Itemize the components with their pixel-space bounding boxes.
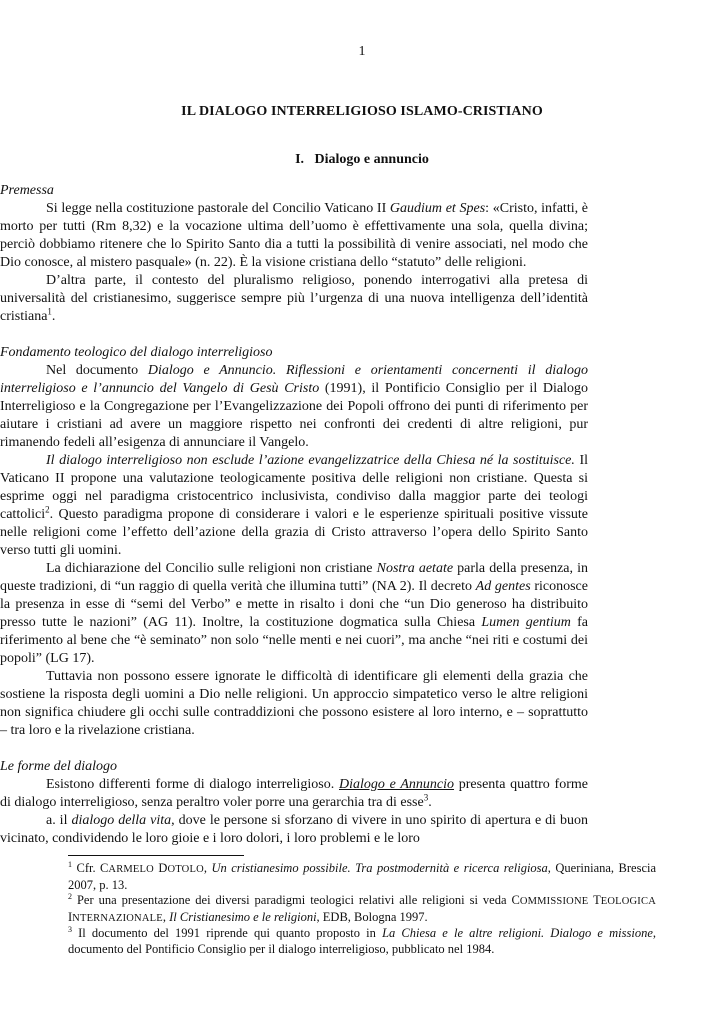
fondamento-paragraph-2: Il dialogo interreligioso non esclude l’azione evangelizzatrice della Chiesa né la sostituisce. Il Vaticano II propone una valutazione teologicamente positiva delle religioni non cristiane. Questa si esprime oggi nel paradigma cristocentrico inclusivista, condiviso dalla maggior parte dei teologi cattolici$^2$. Questo paradigma propone di considerare i valori e le esperienze spirituali positive vissute nelle religioni come l’effetto dell’azione della grazia di Cristo attraverso l’opera dello Spirito Santo verso tutti gli uomini.: [0, 453, 589, 558]
document-title: IL DIALOGO INTERRELIGIOSO ISLAMO-CRISTIANO: [181, 104, 543, 119]
footnote-2: $^2$ Per una presentazione dei diversi paradigmi teologici relativi alle religioni si veda COMMISSIONE TEOLOGICA INTERNAZIONALE, Il Cristianesimo e le religioni, EDB, Bologna 1997.: [68, 891, 656, 924]
footnote-3: $^3$ Il documento del 1991 riprende qui quanto proposto in La Chiesa e le altre religioni. Dialogo e missione, documento del Pontificio Consiglio per il dialogo interreligioso, pubblicato nel 1984.: [68, 924, 657, 956]
premessa-paragraph-2: D’altra parte, il contesto del pluralismo religioso, ponendo interrogativi alla pretesa di universalità del cristianesimo, suggerisce sempre più l’urgenza di una nuova intelligenza dell’identità cristiana$^1$.: [0, 273, 588, 324]
fondamento-paragraph-3: La dichiarazione del Concilio sulle religioni non cristiane Nostra aetate parla della presenza, in queste tradizioni, di “un raggio di quella verità che illumina tutti” (NA 2). Il decreto Ad gentes riconosce la presenza in esse di “semi del Verbo” e mette in risalto i doni che “un Dio generoso ha distribuito presso tutte le nazioni” (AG 11). Inoltre, la costituzione dogmatica sulla Chiesa Lumen gentium fa riferimento al bene che “è seminato” non solo “nelle menti e nei cuori”, ma anche “nei riti e costumi dei popoli” (LG 17).: [0, 561, 588, 666]
footnote-ref-1[interactable]: 1: [47, 306, 52, 317]
forme-paragraph-1: Esistono differenti forme di dialogo interreligioso. Dialogo e Annuncio presenta quattro forme di dialogo interreligioso, senza peraltro voler porre una gerarchia tra di esse$^3$.: [0, 777, 588, 810]
document-body: [0, 182, 588, 848]
footnotes: [68, 861, 656, 957]
footnote-1: $^1$ Cfr. CARMELO DOTOLO, Un cristianesimo possibile. Tra postmodernità e ricerca religiosa, Queriniana, Brescia 2007, p. 13.: [68, 859, 657, 892]
fondamento-heading: Fondamento teologico del dialogo interreligioso: [0, 345, 273, 360]
forme-heading: Le forme del dialogo: [0, 759, 118, 774]
footnote-ref-2[interactable]: 2: [45, 504, 50, 515]
page-number: 1: [358, 44, 366, 59]
section-heading: I. Dialogo e annuncio: [295, 152, 429, 167]
fondamento-paragraph-1: Nel documento Dialogo e Annuncio. Riflessioni e orientamenti concernenti il dialogo interreligioso e l’annuncio del Vangelo di Gesù Cristo (1991), il Pontificio Consiglio per il Dialogo Interreligioso e la Congregazione per l’Evangelizzazione dei Popoli offrono dei punti di riferimento per aiutare i cristiani ad avere un maggiore rispetto nei confronti dei credenti di altre religioni, pur rimanendo fedeli all’esigenza di annunciare il Vangelo.: [0, 363, 588, 450]
fondamento-paragraph-4: Tuttavia non possono essere ignorate le difficoltà di identificare gli elementi della grazia che sostiene la risposta degli uomini a Dio nelle religioni. Un approccio simpatetico verso le altre religioni non significa chiudere gli occhi sulle contraddizioni che possono esistere al loro interno, e – soprattutto – tra loro e la rivelazione cristiana.: [0, 669, 588, 738]
premessa-paragraph-1: Si legge nella costituzione pastorale del Concilio Vaticano II Gaudium et Spes: «Cristo, infatti, è morto per tutti (Rm 8,32) e la vocazione ultima dell’uomo è effettivamente una sola, quella divina; perciò dobbiamo ritenere che lo Spirito Santo dia a tutti la possibilità di venire associati, nel modo che Dio conosce, al mistero pasquale» (n. 22). È la visione cristiana dello “statuto” delle religioni.: [0, 201, 588, 270]
premessa-heading: Premessa: [0, 183, 54, 198]
footnote-separator: [68, 855, 244, 856]
forme-list-item-a: a. il dialogo della vita, dove le persone si sforzano di vivere in uno spirito di apertura e di buon vicinato, condividendo le loro gioie e i loro dolori, i loro problemi e le loro: [0, 813, 589, 846]
footnote-ref-3[interactable]: 3: [423, 792, 429, 803]
